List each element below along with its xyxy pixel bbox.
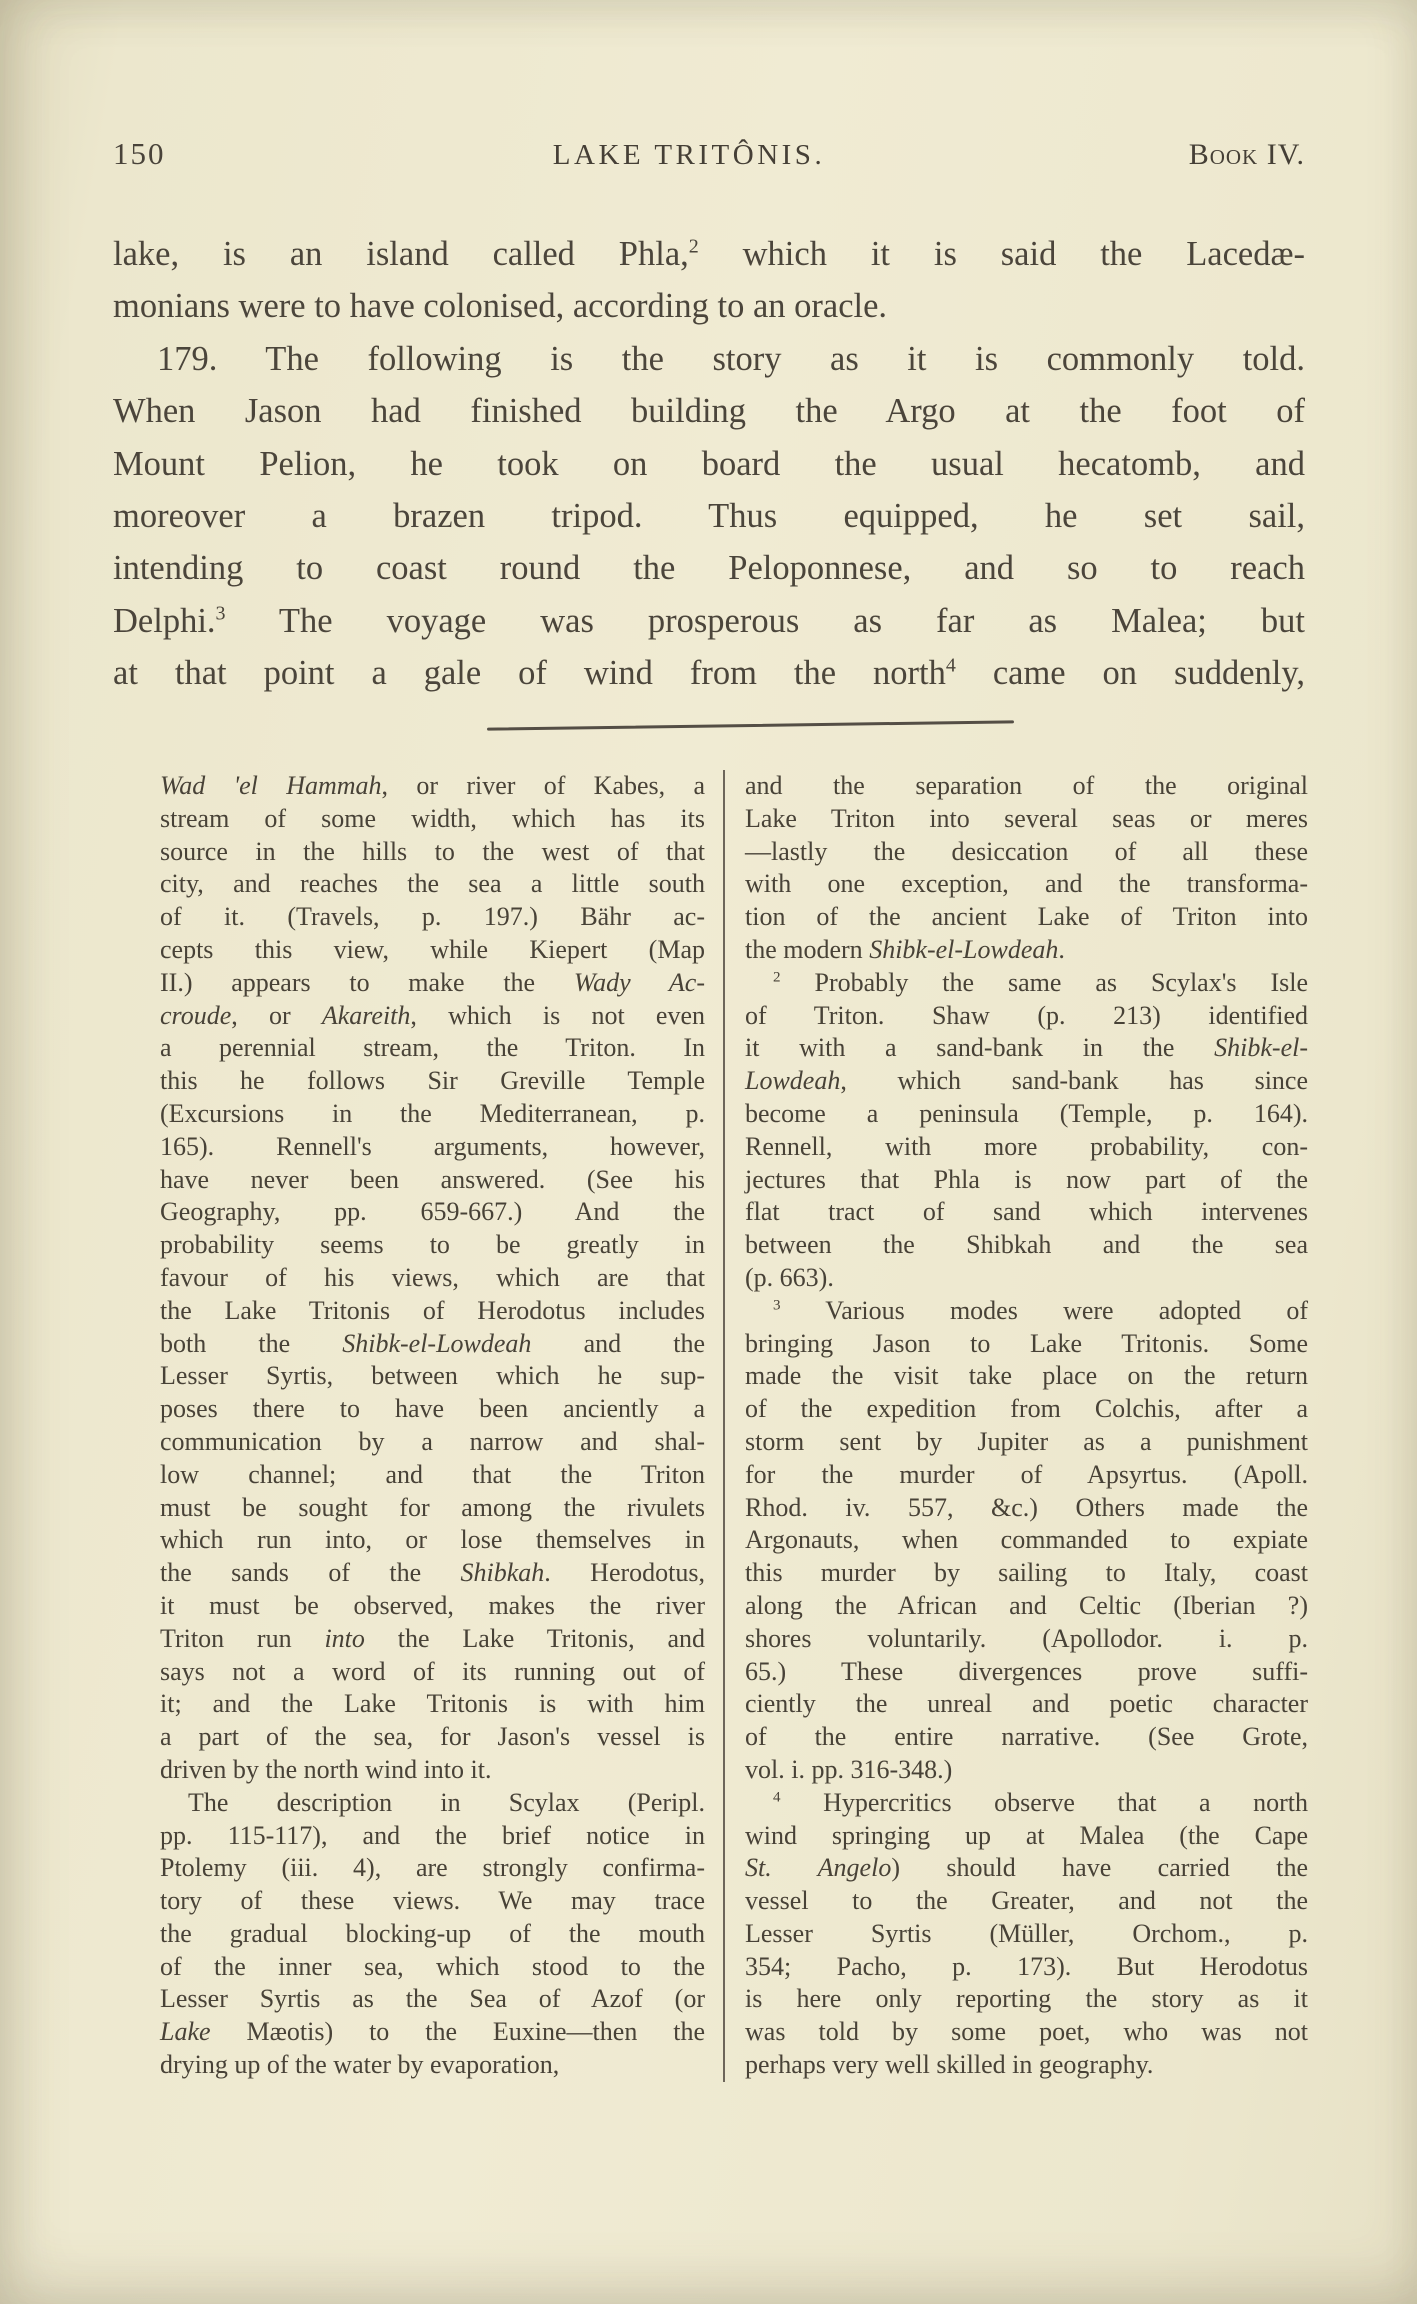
text-line: tion of the ancient Lake of Triton into	[745, 902, 1308, 932]
footnote-column-right	[745, 770, 1308, 2082]
text-line: 354; Pacho, p. 173). But Herodotus	[745, 1951, 1308, 1981]
text-line: and the separation of the original	[745, 771, 1308, 800]
text-line: drying up of the water by evaporation,	[160, 2050, 560, 2080]
text-line: was told by some poet, who was not	[745, 2017, 1308, 2047]
text-line: Argonauts, when commanded to expiate	[745, 1525, 1308, 1555]
text-line: 165). Rennell's arguments, however,	[160, 1131, 705, 1161]
text-line: for the murder of Apsyrtus. (Apoll.	[745, 1459, 1308, 1489]
text-line: Lowdeah, which sand-bank has since	[745, 1066, 1308, 1096]
text-line: a perennial stream, the Triton. In	[160, 1033, 705, 1063]
text-line: ciently the unreal and poetic character	[745, 1689, 1308, 1719]
text-line: Lesser Syrtis, between which he sup-	[160, 1361, 705, 1391]
footnote-separator-rule	[487, 720, 1014, 730]
text-line: the modern Shibk-el-Lowdeah.	[745, 934, 1065, 964]
page-number: 150	[113, 136, 166, 171]
text-line: Geography, pp. 659-667.) And the	[160, 1197, 705, 1227]
text-line: jectures that Phla is now part of the	[745, 1164, 1308, 1194]
text-line: have never been answered. (See his	[160, 1164, 705, 1194]
text-line: both the Shibk-el-Lowdeah and the	[160, 1328, 705, 1358]
text-line: wind springing up at Malea (the Cape	[745, 1820, 1308, 1850]
text-line: St. Angelo) should have carried the	[745, 1853, 1308, 1883]
text-line: $^2$ Probably the same as Scylax's Isle	[773, 967, 1308, 997]
text-line: Mount Pelion, he took on board the usual hecatomb, and	[113, 444, 1305, 483]
text-line: Delphi.$^3$ The voyage was prosperous as far as Malea; but	[113, 601, 1305, 640]
text-line: storm sent by Jupiter as a punishment	[745, 1426, 1308, 1456]
text-line: (p. 663).	[745, 1262, 834, 1292]
text-line: Rhod. iv. 557, &c.) Others made the	[745, 1492, 1308, 1522]
text-line: of the inner sea, which stood to the	[160, 1951, 705, 1981]
text-line: Lake Triton into several seas or meres	[745, 803, 1308, 833]
text-line: probability seems to be greatly in	[160, 1230, 705, 1260]
text-line: bringing Jason to Lake Tritonis. Some	[745, 1328, 1308, 1358]
text-line: the Lake Tritonis of Herodotus includes	[160, 1295, 705, 1325]
text-line: must be sought for among the rivulets	[160, 1492, 705, 1522]
text-line: of it. (Travels, p. 197.) Bähr ac-	[160, 902, 705, 932]
running-title: LAKE TRITÔNIS.	[552, 139, 826, 171]
text-line: it with a sand-bank in the Shibk-el-	[745, 1033, 1308, 1063]
text-line: poses there to have been anciently a	[160, 1394, 705, 1424]
text-line: it must be observed, makes the river	[160, 1590, 705, 1620]
text-line: driven by the north wind into it.	[160, 1754, 492, 1784]
text-line: communication by a narrow and shal-	[160, 1426, 705, 1456]
text-line: city, and reaches the sea a little south	[160, 869, 705, 899]
text-line: this murder by sailing to Italy, coast	[745, 1558, 1308, 1588]
text-line: of the entire narrative. (See Grote,	[745, 1722, 1308, 1752]
text-line: which run into, or lose themselves in	[160, 1525, 705, 1555]
text-line: is here only reporting the story as it	[745, 1984, 1308, 2014]
text-line: The description in Scylax (Peripl.	[188, 1787, 705, 1817]
text-line: lake, is an island called Phla,$^2$ which it is said the Lacedæ-	[113, 235, 1305, 273]
text-line: Lesser Syrtis as the Sea of Azof (or	[160, 1984, 705, 2014]
text-line: Wad 'el Hammah, or river of Kabes, a	[160, 771, 705, 800]
text-line: this he follows Sir Greville Temple	[160, 1066, 705, 1096]
text-line: Rennell, with more probability, con-	[745, 1131, 1308, 1161]
text-line: says not a word of its running out of	[160, 1656, 705, 1686]
page-header	[113, 136, 1305, 172]
text-line: tory of these views. We may trace	[160, 1886, 705, 1916]
text-line: source in the hills to the west of that	[160, 836, 705, 866]
text-line: (Excursions in the Mediterranean, p.	[160, 1098, 705, 1128]
text-line: vessel to the Greater, and not the	[745, 1886, 1308, 1916]
text-line: low channel; and that the Triton	[160, 1459, 705, 1489]
main-text	[113, 228, 1305, 700]
text-line: favour of his views, which are that	[160, 1262, 705, 1292]
text-line: croude, or Akareith, which is not even	[160, 1000, 705, 1030]
text-line: vol. i. pp. 316-348.)	[745, 1754, 953, 1784]
text-line: II.) appears to make the Wady Ac-	[160, 967, 705, 997]
text-line: made the visit take place on the return	[745, 1361, 1308, 1391]
text-line: flat tract of sand which intervenes	[745, 1197, 1308, 1227]
text-line: cepts this view, while Kiepert (Map	[160, 934, 705, 964]
text-line: the sands of the Shibkah. Herodotus,	[160, 1558, 705, 1588]
text-line: Triton run into the Lake Tritonis, and	[160, 1623, 705, 1653]
text-line: with one exception, and the transforma-	[745, 869, 1308, 899]
text-line: Lake Mæotis) to the Euxine—then the	[160, 2017, 705, 2047]
text-line: Ptolemy (iii. 4), are strongly confirma-	[160, 1853, 705, 1883]
text-line: stream of some width, which has its	[160, 803, 705, 833]
text-line: of Triton. Shaw (p. 213) identified	[745, 1000, 1308, 1030]
text-line: moreover a brazen tripod. Thus equipped, he set sail,	[113, 497, 1305, 536]
footnote-column-left	[160, 770, 705, 2082]
footnote-column-divider	[723, 770, 725, 2082]
text-line: 65.) These divergences prove suffi-	[745, 1656, 1308, 1686]
text-line: at that point a gale of wind from the north$^4$ came on suddenly,	[113, 654, 1305, 693]
text-line: monians were to have colonised, according to an oracle.	[113, 287, 888, 326]
text-line: of the expedition from Colchis, after a	[745, 1394, 1308, 1424]
text-line: pp. 115-117), and the brief notice in	[160, 1820, 705, 1850]
footnotes	[160, 770, 1310, 2082]
text-line: it; and the Lake Tritonis is with him	[160, 1689, 705, 1719]
book-label: Book IV.	[1188, 138, 1305, 171]
text-line: perhaps very well skilled in geography.	[745, 2050, 1154, 2080]
text-line: become a peninsula (Temple, p. 164).	[745, 1098, 1308, 1128]
text-line: When Jason had finished building the Argo at the foot of	[113, 392, 1305, 431]
text-line: between the Shibkah and the sea	[745, 1230, 1308, 1260]
text-line: $^3$ Various modes were adopted of	[773, 1295, 1308, 1325]
text-line: a part of the sea, for Jason's vessel is	[160, 1722, 705, 1752]
text-line: shores voluntarily. (Apollodor. i. p.	[745, 1623, 1308, 1653]
text-line: $^4$ Hypercritics observe that a north	[773, 1787, 1308, 1817]
text-line: —lastly the desiccation of all these	[745, 836, 1308, 866]
text-line: along the African and Celtic (Iberian ?)	[745, 1590, 1308, 1620]
text-line: intending to coast round the Peloponnese, and so to reach	[113, 549, 1305, 588]
text-line: Lesser Syrtis (Müller, Orchom., p.	[745, 1918, 1308, 1948]
text-line: 179. The following is the story as it is commonly told.	[157, 339, 1305, 378]
text-line: the gradual blocking-up of the mouth	[160, 1918, 705, 1948]
